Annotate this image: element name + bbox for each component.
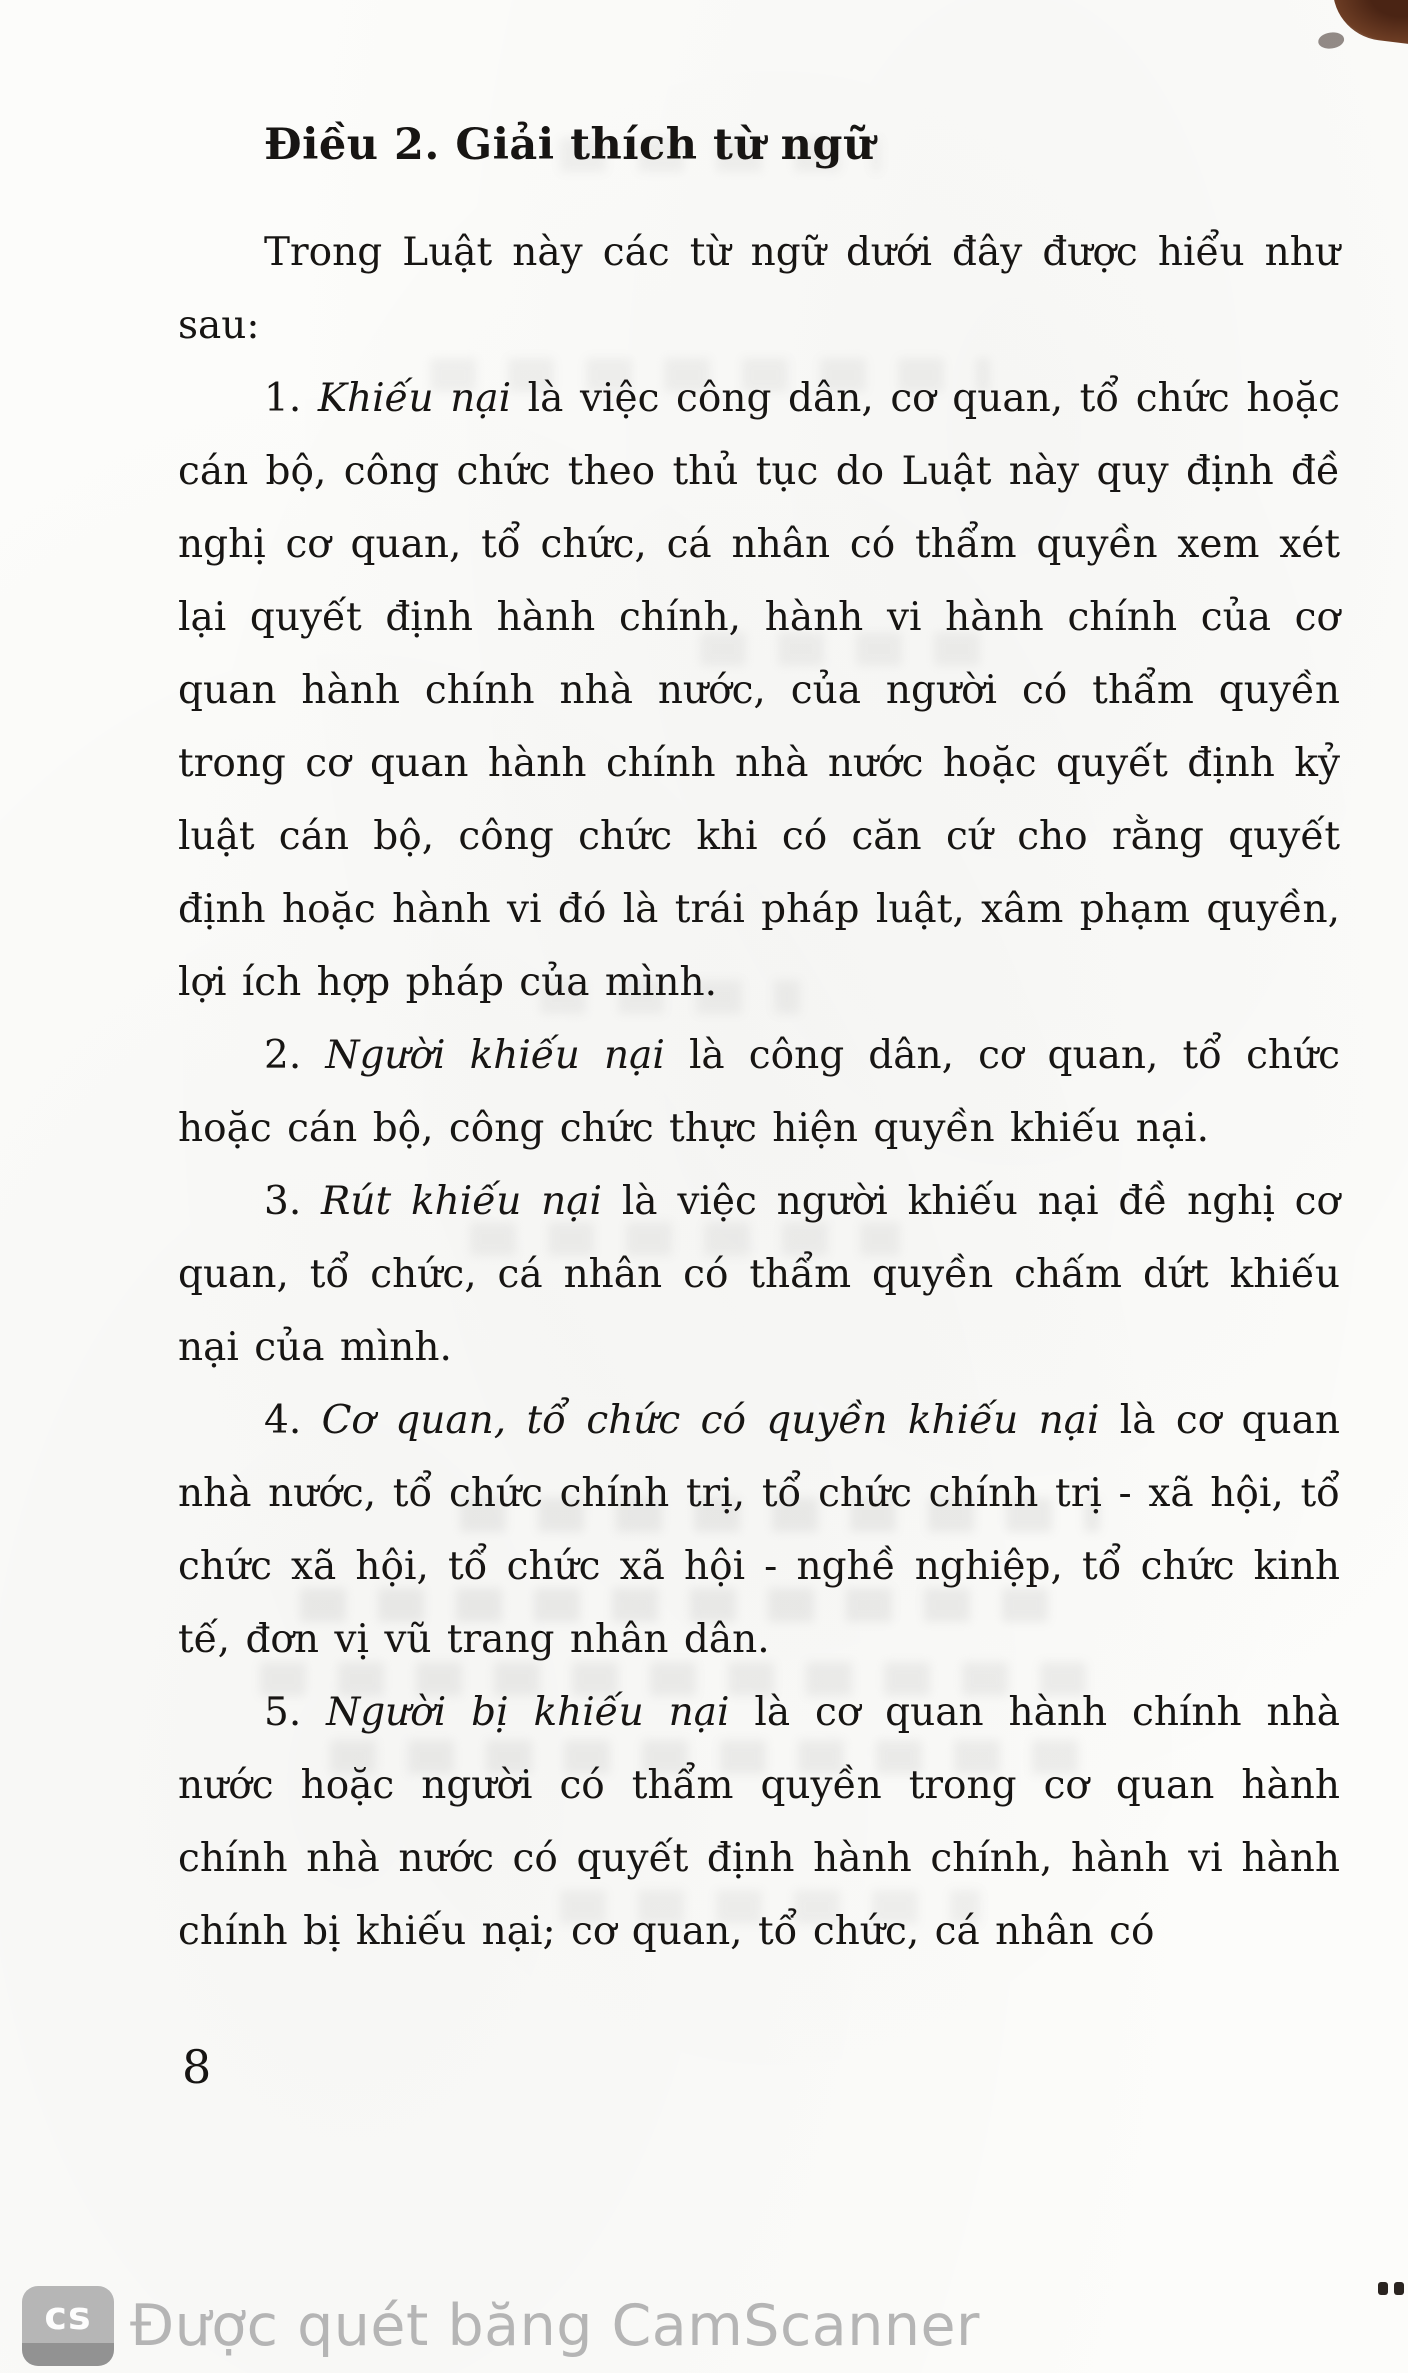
camscanner-watermark-text: Được quét băng CamScanner [130,2293,980,2359]
item-term: Người khiếu nại [325,1033,665,1078]
definition-item-3 [178,1165,1340,1384]
article-heading: Điều 2. Giải thích từ ngữ [264,120,875,170]
item-number: 5. [264,1690,327,1735]
camscanner-logo-letters: cs [44,2294,92,2338]
definition-item-5 [178,1676,1340,1968]
item-number: 3. [264,1179,322,1224]
camscanner-logo-icon [22,2286,114,2366]
item-text: là cơ quan hành chính nhà nước hoặc người có thẩm quyền trong cơ quan hành chính nhà nước có quyết định hành chính, hành vi hành chính bị khiếu nại; cơ quan, tổ chức, cá nhân có [178,1690,1341,1954]
definition-item-1 [178,362,1340,1019]
item-term: Người bị khiếu nại [326,1690,730,1735]
item-term: Cơ quan, tổ chức có quyền khiếu nại [321,1398,1100,1443]
camscanner-watermark [22,2286,980,2366]
document-body [178,112,1340,1968]
item-text: là việc người khiếu nại đề nghị cơ quan, tổ chức, cá nhân có thẩm quyền chấm dứt khiếu nại của mình. [178,1179,1340,1370]
item-number: 2. [264,1033,326,1078]
item-term: Khiếu nại [317,376,512,421]
definition-item-4 [178,1384,1340,1676]
item-text: là việc công dân, cơ quan, tổ chức hoặc cán bộ, công chức theo thủ tục do Luật này quy định đề nghị cơ quan, tổ chức, cá nhân có thẩm quyền xem xét lại quyết định hành chính, hành vi hành chính của cơ quan hành chính nhà nước, của người có thẩm quyền trong cơ quan hành chính nhà nước hoặc quyết định kỷ luật cán bộ, công chức khi có căn cứ cho rằng quyết định hoặc hành vi đó là trái pháp luật, xâm phạm quyền, lợi ích hợp pháp của mình. [178,376,1341,1005]
item-term: Rút khiếu nại [321,1179,602,1224]
page-corner-smudge-artifact [1327,0,1408,46]
intro-paragraph: Trong Luật này các từ ngữ dưới đây được hiểu như sau: [178,230,1340,348]
item-text: là cơ quan nhà nước, tổ chức chính trị, tổ chức chính trị - xã hội, tổ chức xã hội, tổ chức xã hội - nghề nghiệp, tổ chức kinh tế, đơn vị vũ trang nhân dân. [178,1398,1340,1662]
scan-edge-artifact-dots [1378,2282,1404,2295]
item-number: 4. [264,1398,322,1443]
definition-item-2 [178,1019,1340,1165]
item-text: là công dân, cơ quan, tổ chức hoặc cán bộ, công chức thực hiện quyền khiếu nại. [178,1033,1340,1151]
item-number: 1. [264,376,318,421]
page-number: 8 [182,2040,212,2094]
